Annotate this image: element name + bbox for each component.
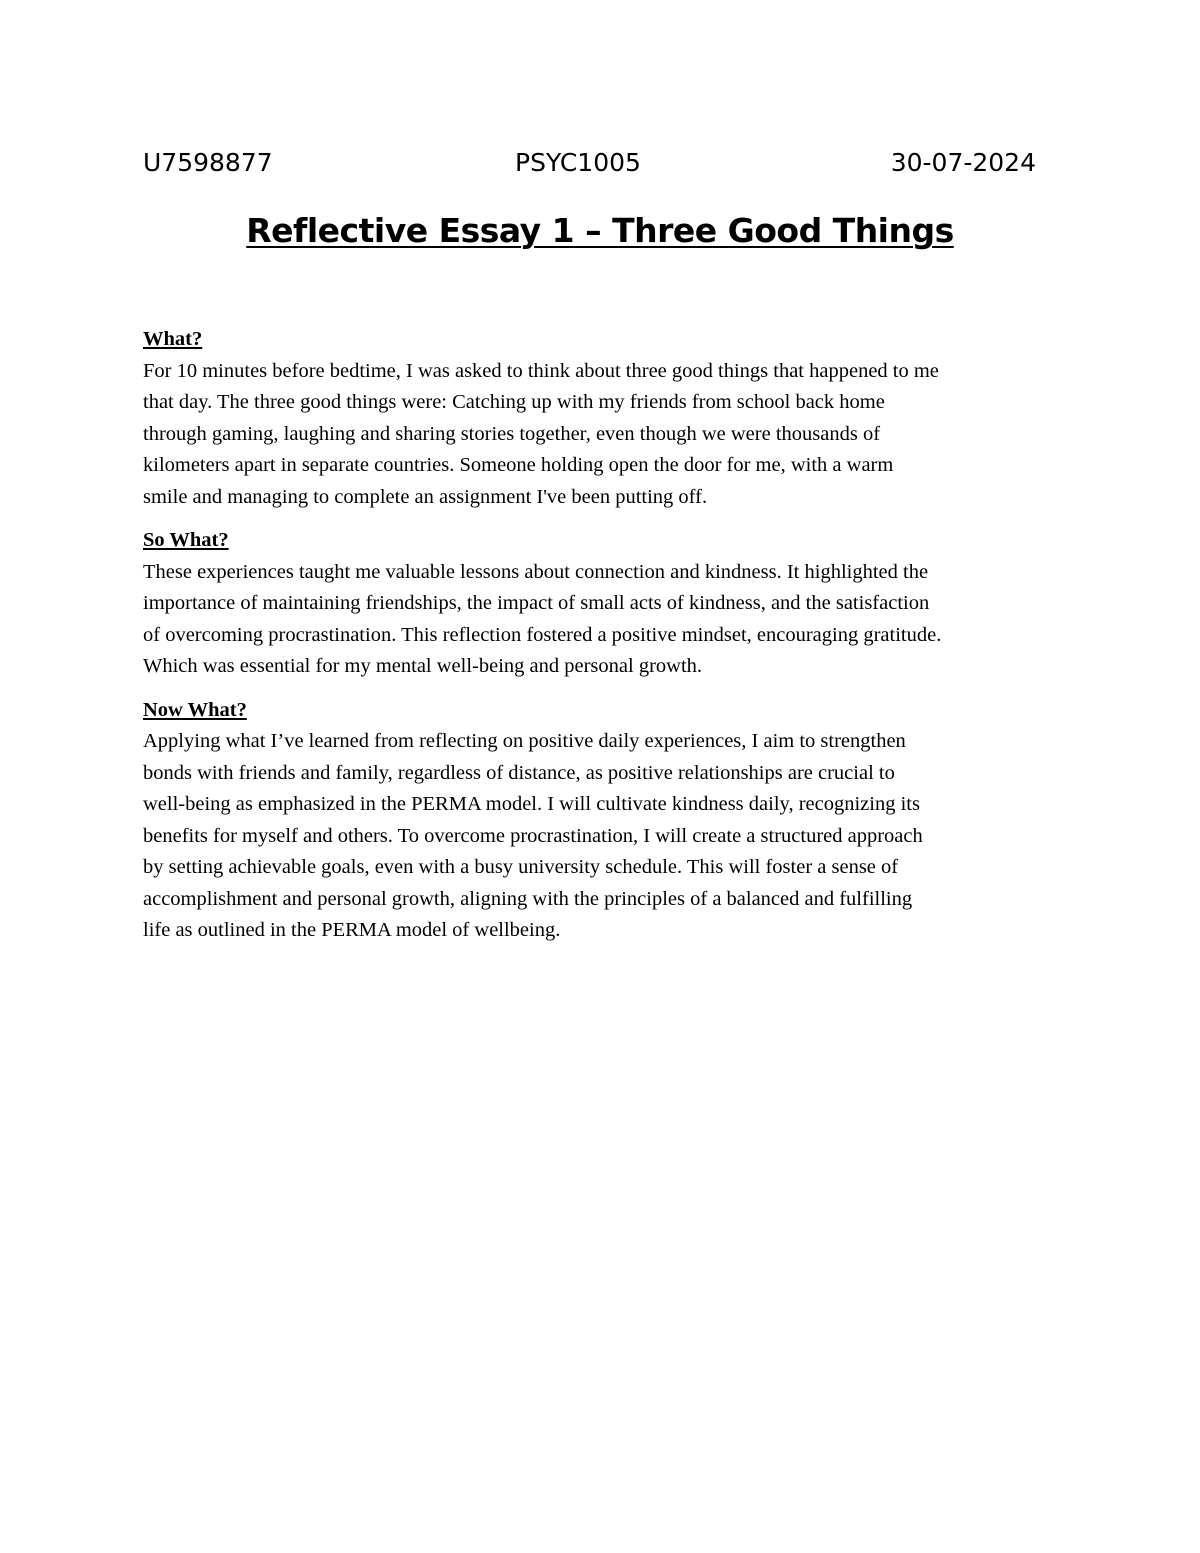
paragraph-line: kilometers apart in separate countries. Someone holding open the door for me, with a warm — [143, 454, 894, 476]
paragraph-line: benefits for myself and others. To overcome procrastination, I will create a structured approach — [143, 824, 923, 847]
student-id: U7598877 — [143, 148, 273, 177]
document-header — [143, 143, 1036, 183]
paragraph-line: These experiences taught me valuable lessons about connection and kindness. It highlighted the — [143, 560, 929, 583]
paragraph-line: Applying what I’ve learned from reflecting on positive daily experiences, I aim to strengthen — [143, 730, 906, 752]
paragraph-line: of overcoming procrastination. This reflection fostered a positive mindset, encouraging gratitude. — [143, 623, 942, 646]
essay-body — [143, 324, 1073, 959]
section-heading: What? — [143, 328, 203, 350]
paragraph-line: bonds with friends and family, regardless of distance, as positive relationships are crucial to — [143, 761, 895, 784]
paragraph-line: by setting achievable goals, even with a busy university schedule. This will foster a sense of — [143, 856, 899, 878]
paragraph-line: smile and managing to complete an assignment I've been putting off. — [143, 485, 708, 508]
document-date: 30-07-2024 — [890, 148, 1036, 177]
section-now-what — [143, 695, 1073, 947]
paragraph-line: accomplishment and personal growth, aligning with the principles of a balanced and fulfilling — [143, 887, 913, 910]
paragraph-line: Which was essential for my mental well-being and personal growth. — [143, 655, 703, 677]
section-heading: Now What? — [143, 698, 247, 721]
section-so-what — [143, 525, 1073, 683]
paragraph-line: For 10 minutes before bedtime, I was asked to think about three good things that happened to me — [143, 359, 939, 382]
paragraph-line: that day. The three good things were: Catching up with my friends from school back home — [143, 391, 885, 413]
paragraph-line: importance of maintaining friendships, the impact of small acts of kindness, and the satisfaction — [143, 592, 930, 614]
paragraph-line: through gaming, laughing and sharing stories together, even though we were thousands of — [143, 422, 881, 445]
course-code: PSYC1005 — [515, 148, 641, 177]
section-heading: So What? — [143, 529, 229, 551]
essay-title: Reflective Essay 1 – Three Good Things — [246, 211, 954, 250]
paragraph-line: life as outlined in the PERMA model of wellbeing. — [143, 919, 561, 941]
section-what — [143, 324, 1073, 513]
paragraph-line: well-being as emphasized in the PERMA model. I will cultivate kindness daily, recognizing its — [143, 793, 920, 815]
